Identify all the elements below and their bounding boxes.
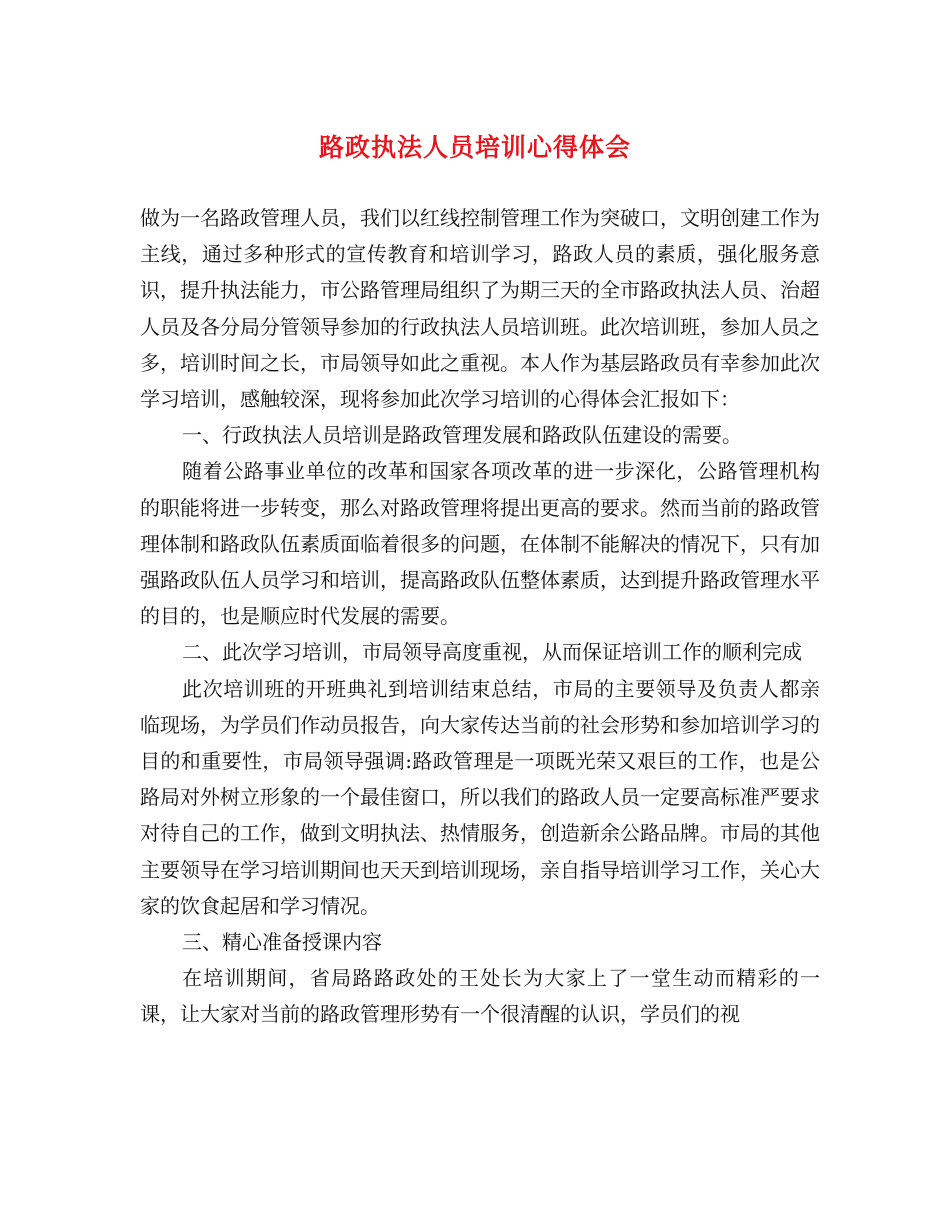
section-heading-2: 二、此次学习培训，市局领导高度重视，从而保证培训工作的顺利完成 (182, 640, 802, 665)
paragraph-section-2: 此次培训班的开班典礼到培训结束总结，市局的主要领导及负责人都亲临现场，为学员们作动员报告，向大家传达当前的社会形势和参加培训学习的目的和重要性，市局领导强调:路政管理是一项既光荣又艰巨的工作，也是公路局对外树立形象的一个最佳窗口，所以我们的路政人员一定要高标准严要求对待自己的工作，做到文明执法、热情服务，创造新余公路品牌。市局的其他主要领导在学习培训期间也天天到培训现场，亲自指导培训学习工作，关心大家的饮食起居和学习情况。 (140, 676, 820, 918)
paragraph-intro: 做为一名路政管理人员，我们以红线控制管理工作为突破口，文明创建工作为主线，通过多种形式的宣传教育和培训学习，路政人员的素质，强化服务意识，提升执法能力，市公路管理局组织了为期三天的全市路政执法人员、治超人员及各分局分管领导参加的行政执法人员培训班。此次培训班，参加人员之多，培训时间之长，市局领导如此之重视。本人作为基层路政员有幸参加此次学习培训，感触较深，现将参加此次学习培训的心得体会汇报如下： (140, 206, 820, 412)
document-body (140, 200, 820, 1033)
section-heading-3: 三、精心准备授课内容 (182, 930, 382, 955)
document-title: 路政执法人员培训心得体会 (318, 133, 631, 162)
section-heading-1: 一、行政执法人员培训是路政管理发展和路政队伍建设的需要。 (182, 423, 742, 448)
paragraph-section-1: 随着公路事业单位的改革和国家各项改革的进一步深化，公路管理机构的职能将进一步转变，那么对路政管理将提出更高的要求。然而当前的路政管理体制和路政队伍素质面临着很多的问题，在体制不能解决的情况下，只有加强路政队伍人员学习和培训，提高路政队伍整体素质，达到提升路政管理水平的目的，也是顺应时代发展的需要。 (140, 459, 820, 629)
paragraph-section-3: 在培训期间，省局路路政处的王处长为大家上了一堂生动而精彩的一课，让大家对当前的路政管理形势有一个很清醒的认识，学员们的视 (140, 966, 820, 1027)
